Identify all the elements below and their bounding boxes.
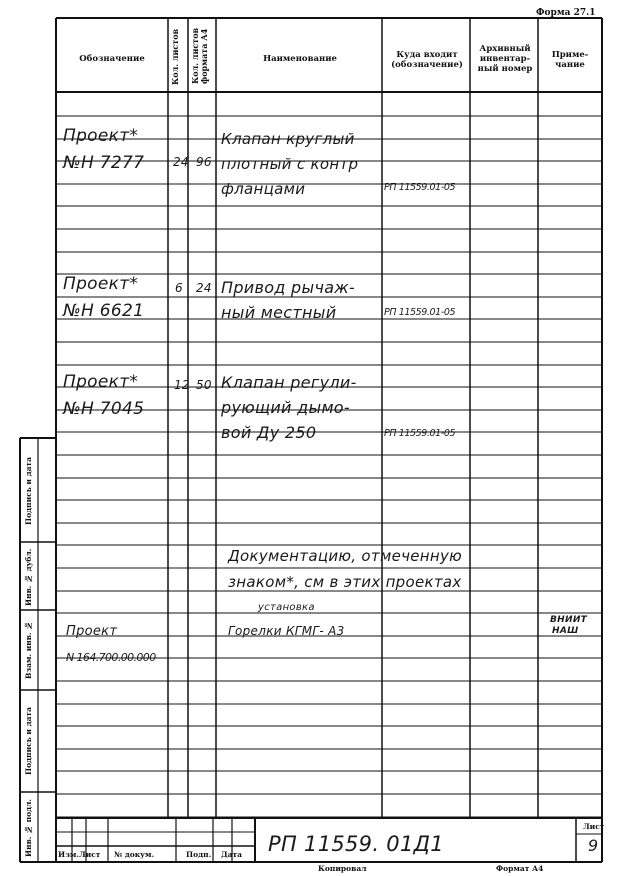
last-naim: Горелки КГМГ- А3 — [228, 624, 345, 638]
entry1-oboz-line1: Проект* — [63, 126, 139, 146]
footer-data: Дата — [221, 850, 243, 859]
entry2-kuda: РП 11559.01-05 — [384, 307, 456, 318]
header-kol-a4: Кол. листов формата А4 — [190, 27, 209, 85]
footer-code: РП 11559. 01Д1 — [268, 832, 444, 856]
entry1-kuda: РП 11559.01-05 — [384, 182, 456, 193]
last-prim-line1: ВНИИТ — [550, 615, 588, 625]
side-stamp-3: Взам. инв. № — [24, 620, 33, 680]
note-line1: Документацию, отмеченную — [228, 547, 463, 565]
footer-dokum: № докум. — [114, 850, 155, 859]
footer-kopiroval: Копировал — [318, 864, 367, 873]
footer-list-label: Лист — [583, 822, 605, 831]
entry2-oboz-line1: Проект* — [63, 274, 139, 294]
footer-izm: Изм. — [58, 850, 79, 859]
last-oboz-line2: N 164.700.00.000 — [66, 651, 156, 664]
entry1-naim-line1: Клапан круглый — [221, 130, 355, 148]
header-kol-listov: Кол. листов — [170, 28, 180, 86]
entry3-oboz-line1: Проект* — [63, 372, 139, 392]
header-arhivny: Архивный инвентар- ный номер — [477, 44, 533, 74]
footer-format: Формат А4 — [496, 864, 544, 873]
header-kuda-vhodit: Куда входит (обозначение) — [391, 50, 463, 70]
entry2-oboz-line2: №Н 6621 — [63, 301, 145, 321]
entry3-a4: 50 — [196, 378, 212, 392]
entry3-naim-line1: Клапан регули- — [221, 373, 357, 392]
entry2-a4: 24 — [196, 281, 212, 295]
entry2-naim-line1: Привод рычаж- — [221, 278, 356, 297]
footer-podp: Подп. — [186, 850, 212, 859]
last-oboz-line1: Проект — [66, 624, 118, 639]
entry1-naim-line2: плотный с контр — [221, 155, 359, 173]
entry1-a4: 96 — [196, 155, 212, 169]
entry1-oboz-line2: №Н 7277 — [63, 153, 145, 173]
entry3-naim-line2: рующий дымо- — [221, 398, 350, 417]
header-naimenovanie: Наименование — [263, 54, 337, 64]
note-line2: знаком*, см в этих проектах — [228, 573, 462, 591]
last-naim-small: установка — [258, 602, 315, 613]
entry1-listov: 24 — [173, 155, 189, 169]
last-prim-line2: НАШ — [552, 626, 579, 636]
side-stamp-1: Подпись и дата — [24, 457, 33, 525]
entry2-listov: 6 — [175, 281, 183, 295]
entry3-oboz-line2: №Н 7045 — [63, 399, 145, 419]
entry3-listov: 12 — [174, 378, 190, 392]
entry2-naim-line2: ный местный — [221, 303, 337, 322]
side-stamp-4: Подпись и дата — [24, 707, 33, 775]
footer-list-num: 9 — [588, 836, 599, 855]
form-label: Форма 27.1 — [536, 8, 596, 18]
header-primechanie: Приме- чание — [551, 50, 589, 70]
side-stamp-5: Инв. № подл. — [24, 799, 33, 858]
side-stamp-2: Инв. № дубл. — [24, 548, 33, 606]
entry3-naim-line3: вой Ду 250 — [221, 423, 317, 442]
entry3-kuda: РП 11559.01-05 — [384, 428, 456, 439]
entry1-naim-line3: фланцами — [221, 180, 306, 198]
footer-list: Лист — [79, 850, 101, 859]
header-oboznachenie: Обозначение — [79, 54, 145, 64]
